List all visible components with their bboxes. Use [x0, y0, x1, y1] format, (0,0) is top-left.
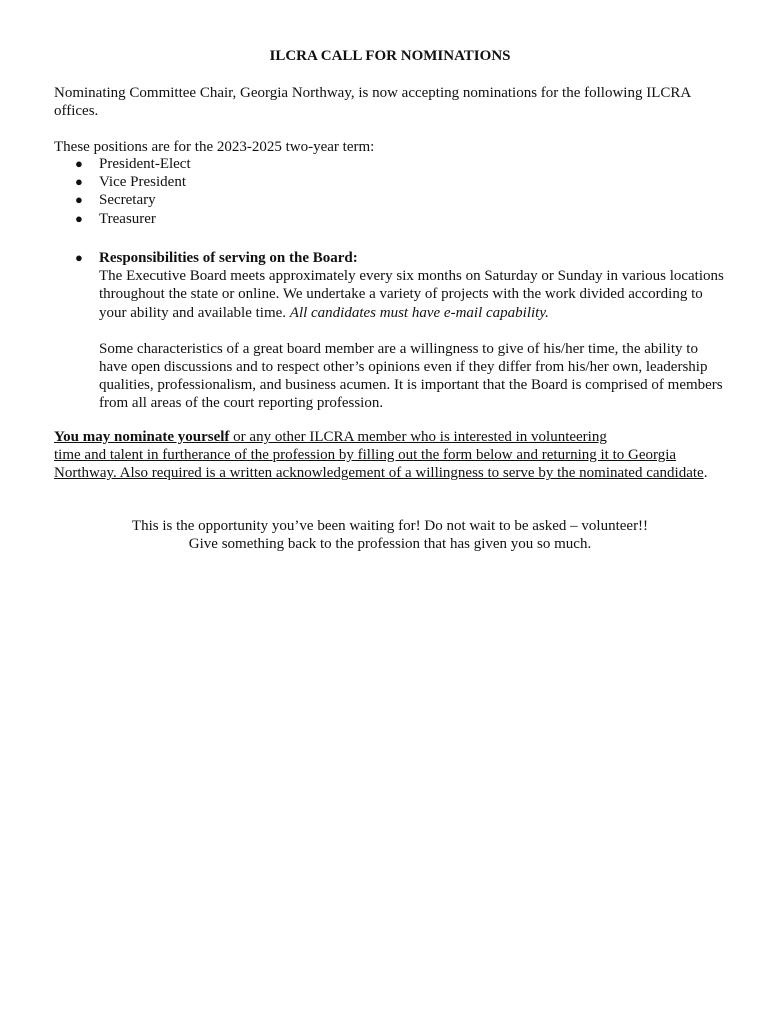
responsibilities-heading: Responsibilities of serving on the Board: [99, 250, 358, 266]
list-item [54, 249, 724, 413]
office-label: Treasurer [99, 210, 156, 227]
bullet-icon: ● [75, 174, 83, 190]
intro-paragraph: Nominating Committee Chair, Georgia Northway, is now accepting nominations for the following ILCRA offices. [54, 85, 691, 120]
list-item [54, 191, 724, 209]
email-requirement: All candidates must have e-mail capability. [289, 304, 549, 321]
nominate-line2: time and talent in furtherance of the profession by filling out the form below and returning it to Georgia [54, 447, 677, 464]
list-item [54, 173, 724, 191]
bullet-icon: ● [75, 192, 83, 208]
nominate-line3: Northway. Also required is a written acknowledgement of a willingness to serve by the nominated candidate [54, 465, 704, 482]
responsibilities-section [54, 249, 724, 413]
closing-message [0, 517, 770, 553]
bullet-icon: ● [75, 250, 83, 265]
nomination-instructions [54, 428, 734, 483]
office-label: Secretary [99, 192, 156, 209]
terms-intro: These positions are for the 2023-2025 two-year term: [54, 139, 375, 155]
nominate-line1: or any other ILCRA member who is interested in volunteering [229, 429, 607, 445]
bullet-icon: ● [75, 156, 83, 171]
nominate-period: . [703, 465, 708, 482]
office-label: Vice President [99, 174, 186, 191]
list-item [54, 155, 724, 173]
closing-line: This is the opportunity you’ve been waiting for! Do not wait to be asked – volunteer!! [131, 518, 649, 534]
characteristics-paragraph: Some characteristics of a great board member are a willingness to give of his/her time, the ability to have open discussions and to respect other’s opinions even if they differ from his/her own, leadership qualities, professionalism, and business acumen. It is important that the Board is comprised of members from all areas of the court reporting profession. [99, 340, 723, 412]
closing-line: Give something back to the profession that has given you so much. [188, 536, 592, 553]
nominate-yourself-lead: You may nominate yourself [54, 429, 230, 445]
list-item [54, 210, 724, 228]
responsibilities-text: The Executive Board meets approximately every six months on Saturday or Sunday in various locations throughout the state or online. We undertake a variety of projects with the work divided according to your ability and available time. [99, 268, 724, 321]
office-label: President-Elect [99, 156, 191, 172]
offices-list [54, 155, 724, 228]
responsibilities-paragraph [99, 267, 724, 322]
document-title: ILCRA CALL FOR NOMINATIONS [269, 48, 511, 64]
bullet-icon: ● [75, 210, 83, 226]
